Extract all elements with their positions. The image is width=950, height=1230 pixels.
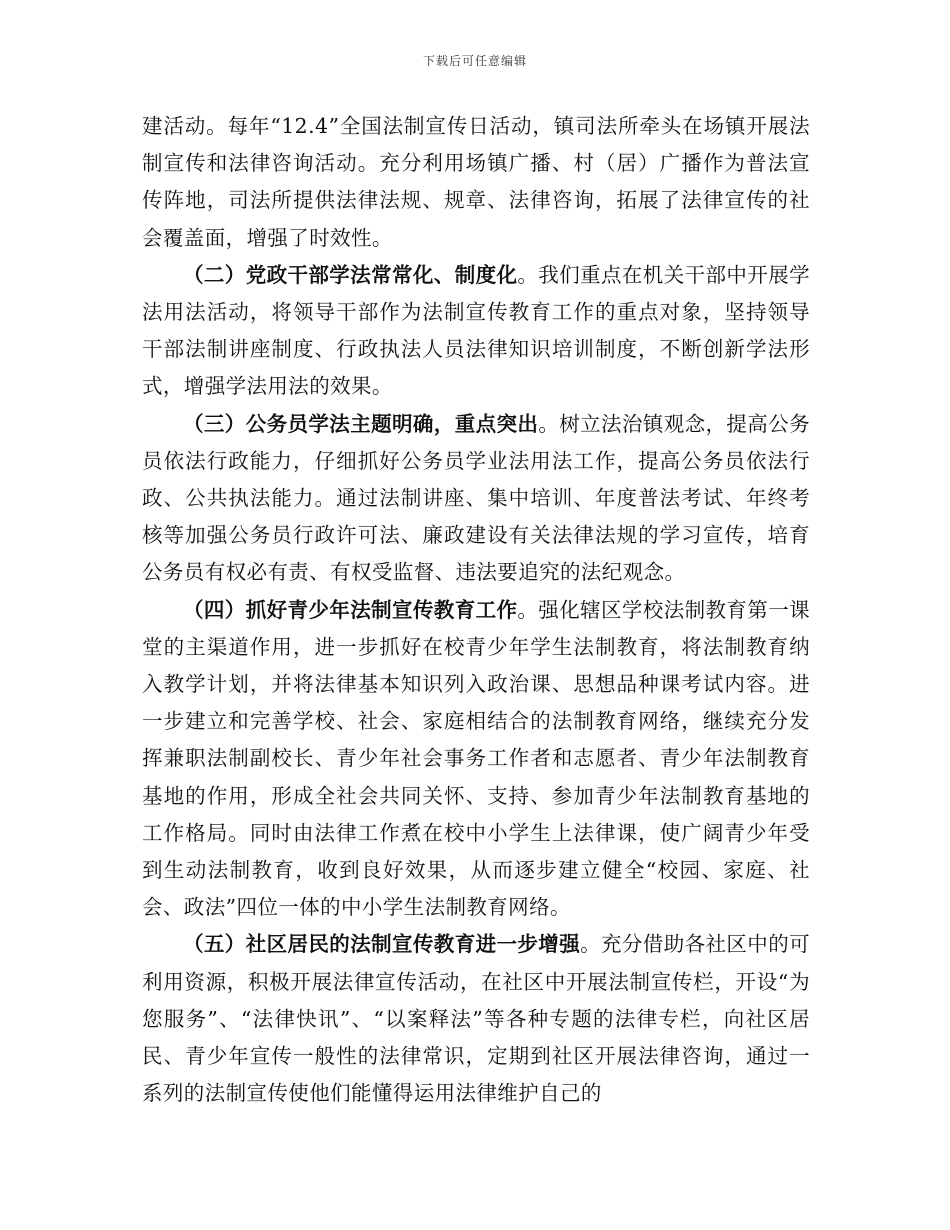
paragraph-text: 。强化辖区学校法制教育第一课堂的主渠道作用，进一步抓好在校青少年学生法制教育，将法制教育纳入教学计划，并将法律基本知识列入政治课、思想品种课考试内容。进一步建立和完善学校、社会、家庭相结合的法制教育网络，继续充分发挥兼职法制副校长、青少年社会事务工作者和志愿者、青少年法制教育基地的作用，形成全社会共同关怀、支持、参加青少年法制教育基地的工作格局。同时由法律工作煮在校中小学生上法律课，使广阔青少年受到生动法制教育，收到良好效果，从而逐步建立健全“校园、家庭、社会、政法”四位一体的中小学生法制教育网络。	[142, 597, 811, 920]
paragraph-heading: （四）抓好青少年法制宣传教育工作	[183, 597, 518, 622]
paragraph-text: 。树立法治镇观念，提高公务员依法行政能力，仔细抓好公务员学业法用法工作，提高公务员依法行政、公共执法能力。通过法制讲座、集中培训、年度普法考试、年终考核等加强公务员行政许可法、廉政建设有关法律法规的学习宣传，培育公务员有权必有责、有权受监督、违法要追究的法纪观念。	[142, 411, 811, 585]
paragraph-text: 。我们重点在机关干部中开展学法用法活动，将领导干部作为法制宣传教育工作的重点对象，坚持领导干部法制讲座制度、行政执法人员法律知识培训制度，不断创新学法形式，增强学法用法的效果。	[142, 262, 811, 399]
paragraph-youth-education	[142, 592, 810, 927]
paragraph-text: 建活动。每年“12.4”全国法制宣传日活动，镇司法所牵头在场镇开展法制宣传和法律咨询活动。充分利用场镇广播、村（居）广播作为普法宣传阵地，司法所提供法律法规、规章、法律咨询，拓展了法律宣传的社会覆盖面，增强了时效性。	[142, 114, 810, 250]
paragraph-cadre-study	[142, 257, 810, 406]
paragraph-heading: （五）社区居民的法制宣传教育进一步增强	[183, 932, 581, 957]
paragraph-heading: （三）公务员学法主题明确，重点突出	[183, 411, 539, 436]
paragraph-community-education	[142, 926, 810, 1112]
paragraph-civil-servant-study	[142, 406, 810, 592]
paragraph-heading: （二）党政干部学法常常化、制度化	[183, 262, 518, 287]
paragraph-continuation	[142, 108, 810, 257]
page-header-note: 下载后可任意编辑	[422, 54, 527, 68]
paragraph-text: 。充分借助各社区中的可利用资源，积极开展法律宣传活动，在社区中开展法制宣传栏，开设“为您服务”、“法律快讯”、“以案释法”等各种专题的法律专栏，向社区居民、青少年宣传一般性的法律常识，定期到社区开展法律咨询，通过一系列的法制宣传使他们能懂得运用法律维护自己的	[142, 932, 811, 1106]
document-body	[142, 108, 810, 1112]
